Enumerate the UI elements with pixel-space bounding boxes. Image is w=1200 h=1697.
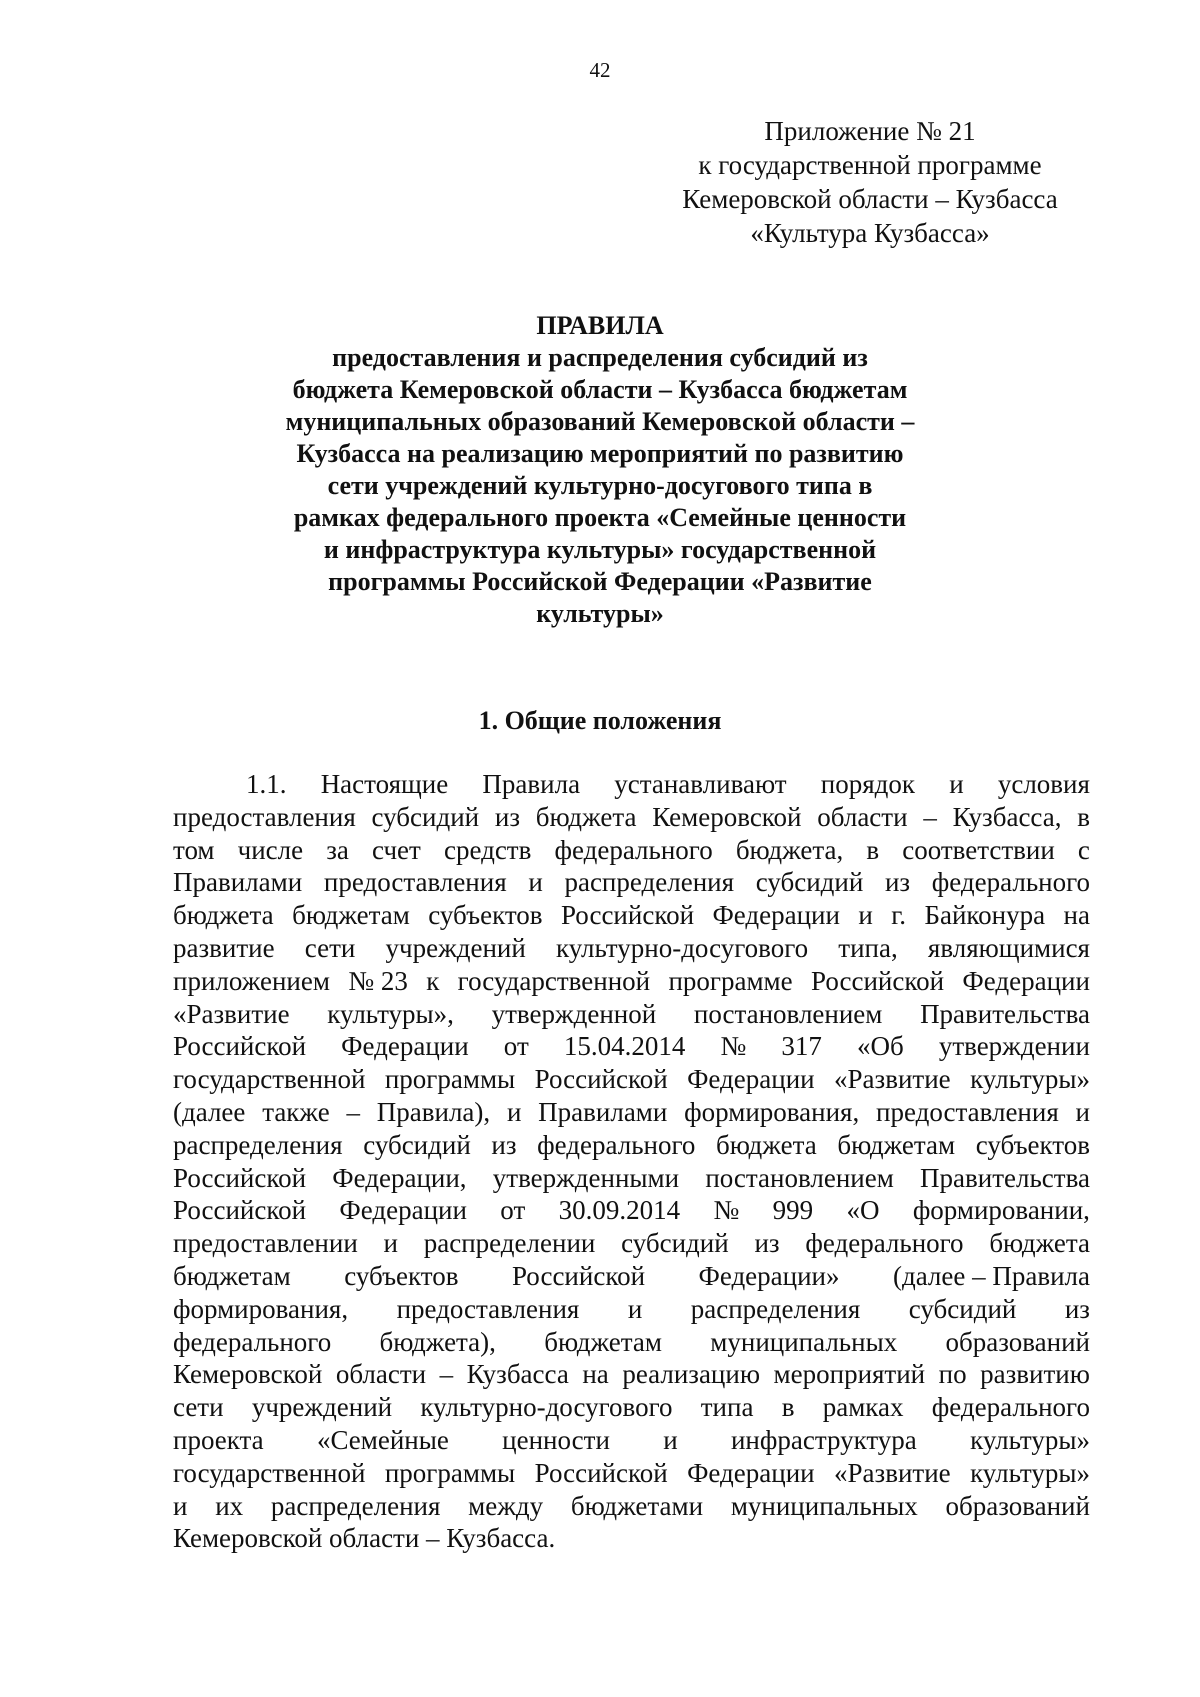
paragraph-word: субъектов bbox=[428, 900, 543, 931]
paragraph-word: Федерации» bbox=[698, 1260, 840, 1291]
paragraph-word: также bbox=[262, 1096, 330, 1127]
paragraph-word: Федерации bbox=[339, 1195, 467, 1226]
paragraph-word: и bbox=[949, 769, 964, 799]
paragraph-word: «Развитие bbox=[834, 1457, 951, 1488]
paragraph-word: муниципальных bbox=[730, 1490, 918, 1521]
paragraph-word: в bbox=[781, 1392, 795, 1423]
paragraph-line bbox=[173, 801, 1090, 834]
paragraph-word: (далее – Правила bbox=[892, 1260, 1090, 1291]
paragraph-word: счет bbox=[372, 834, 421, 865]
paragraph-line bbox=[173, 1129, 1090, 1162]
paragraph-word: распределении bbox=[423, 1228, 596, 1259]
title-line: программы Российской Федерации «Развитие bbox=[328, 567, 872, 596]
paragraph-word: культурно-досугового bbox=[556, 932, 809, 963]
paragraph-word: утвержденными bbox=[492, 1162, 680, 1193]
paragraph-word: в bbox=[1077, 801, 1090, 832]
paragraph-word: распределения bbox=[564, 867, 735, 898]
paragraph-word: являющимися bbox=[927, 932, 1090, 963]
paragraph-word: учреждений bbox=[385, 932, 526, 963]
paragraph-word: Правилами bbox=[538, 1096, 668, 1127]
paragraph-word: культуры» bbox=[970, 1064, 1090, 1095]
paragraph-word: Настоящие bbox=[320, 769, 449, 799]
paragraph-word: за bbox=[326, 834, 349, 865]
paragraph-word: программе bbox=[668, 965, 793, 996]
paragraph-word: Кузбасса bbox=[466, 1359, 569, 1390]
paragraph-line bbox=[173, 1260, 1090, 1293]
paragraph-word: государственной bbox=[173, 1457, 366, 1488]
paragraph-word: муниципальных bbox=[710, 1326, 898, 1357]
paragraph-word: Правила bbox=[482, 769, 581, 799]
paragraph-word: 15.04.2014 bbox=[563, 1031, 686, 1062]
paragraph-line bbox=[173, 965, 1090, 998]
appendix-line: Кемеровской области – Кузбасса bbox=[682, 184, 1058, 214]
paragraph-word: от bbox=[503, 1031, 529, 1062]
paragraph-word: 1.1. bbox=[246, 769, 287, 799]
paragraph-word: бюджетам bbox=[544, 1326, 662, 1357]
paragraph-word: учреждений bbox=[251, 1392, 393, 1423]
paragraph-word: государственной bbox=[173, 1064, 366, 1095]
paragraph-word: – bbox=[439, 1359, 454, 1390]
paragraph-word: сети bbox=[304, 932, 356, 963]
paragraph-word: по bbox=[938, 1359, 967, 1390]
paragraph-word: субсидий bbox=[621, 1228, 729, 1259]
paragraph-word: Правила), bbox=[376, 1096, 491, 1127]
paragraph-word: от bbox=[500, 1195, 526, 1226]
paragraph-word: Федерации bbox=[962, 965, 1090, 996]
paragraph-word: инфраструктура bbox=[730, 1424, 917, 1455]
paragraph-word: мероприятий bbox=[773, 1359, 926, 1390]
paragraph-word: федерального bbox=[931, 867, 1090, 898]
paragraph-word: Правительства bbox=[920, 998, 1090, 1029]
paragraph-word: предоставления bbox=[323, 867, 507, 898]
paragraph-word: из bbox=[494, 801, 520, 832]
paragraph-word: Кузбасса, bbox=[952, 801, 1062, 832]
paragraph-word: приложением bbox=[173, 965, 330, 996]
paragraph-word: Федерации bbox=[712, 900, 840, 931]
paragraph-word: 999 bbox=[772, 1195, 814, 1226]
page-number: 42 bbox=[589, 58, 611, 82]
paragraph-word: и bbox=[528, 867, 543, 898]
paragraph-word: бюджетами bbox=[570, 1490, 704, 1521]
paragraph-line bbox=[173, 768, 1090, 801]
paragraph-word: Федерации, bbox=[332, 1162, 467, 1193]
paragraph-word: г. bbox=[891, 900, 907, 931]
paragraph-word: средств bbox=[443, 834, 532, 865]
paragraph-word: федерального bbox=[173, 1326, 332, 1357]
paragraph-word: условия bbox=[997, 769, 1090, 799]
paragraph-word: «О bbox=[846, 1195, 880, 1226]
section-heading: 1. Общие положения bbox=[478, 706, 722, 735]
paragraph-word: и bbox=[506, 1096, 522, 1127]
paragraph-word: области bbox=[817, 801, 908, 832]
paragraph-word: предоставления bbox=[876, 1096, 1059, 1127]
paragraph-line bbox=[173, 1522, 1090, 1555]
paragraph-word: и bbox=[663, 1424, 678, 1455]
paragraph-word: бюджетам bbox=[837, 1129, 956, 1160]
paragraph-word: утвержденной bbox=[491, 998, 657, 1029]
paragraph-word: развитие bbox=[173, 932, 275, 963]
paragraph-word: – bbox=[923, 801, 937, 832]
paragraph-word: к bbox=[426, 965, 440, 996]
paragraph-word: бюджета bbox=[173, 900, 274, 931]
appendix-line: Приложение № 21 bbox=[764, 116, 976, 146]
title-line: муниципальных образований Кемеровской области – bbox=[285, 407, 915, 436]
appendix-note bbox=[640, 114, 1100, 250]
document-title bbox=[270, 310, 930, 630]
paragraph-word: Правительства bbox=[920, 1162, 1090, 1193]
paragraph-word: программы bbox=[384, 1457, 516, 1488]
paragraph-word: постановлением bbox=[693, 998, 883, 1029]
paragraph-word: из bbox=[754, 1228, 780, 1259]
title-line: рамках федерального проекта «Семейные ценности bbox=[293, 503, 907, 532]
paragraph-word: типа bbox=[700, 1392, 754, 1423]
title-line: Кузбасса на реализацию мероприятий по развитию bbox=[296, 439, 904, 468]
paragraph-word: субсидий bbox=[908, 1293, 1017, 1324]
paragraph-word: № bbox=[720, 1031, 747, 1062]
title-line: сети учреждений культурно-досугового типа в bbox=[327, 471, 873, 500]
paragraph-word: бюджета, bbox=[735, 834, 844, 865]
paragraph-word: 30.09.2014 bbox=[558, 1195, 681, 1226]
paragraph-word: Российской bbox=[173, 1031, 307, 1062]
paragraph-line bbox=[173, 1358, 1090, 1391]
paragraph-word: Федерации bbox=[341, 1031, 469, 1062]
paragraph-1-1 bbox=[173, 768, 1090, 1555]
paragraph-word: и bbox=[383, 1228, 398, 1259]
paragraph-word: сети bbox=[173, 1392, 224, 1423]
paragraph-word: на bbox=[582, 1359, 609, 1390]
paragraph-word: субъектов bbox=[975, 1129, 1090, 1160]
paragraph-word: государственной bbox=[457, 965, 651, 996]
paragraph-word: Федерации bbox=[687, 1064, 815, 1095]
paragraph-line bbox=[173, 1227, 1090, 1260]
paragraph-word: Российской bbox=[560, 900, 695, 931]
paragraph-line bbox=[173, 899, 1090, 932]
title-line: предоставления и распределения субсидий из bbox=[332, 343, 868, 372]
paragraph-word: распределения bbox=[173, 1129, 343, 1160]
paragraph-word: и bbox=[858, 900, 873, 931]
paragraph-word: из bbox=[491, 1129, 517, 1160]
paragraph-word: и bbox=[173, 1490, 188, 1521]
paragraph-word: предоставления bbox=[396, 1293, 580, 1324]
paragraph-word: Кемеровской области – Кузбасса. bbox=[173, 1523, 556, 1554]
paragraph-word: Российской bbox=[511, 1260, 646, 1291]
paragraph-line bbox=[173, 834, 1090, 867]
paragraph-word: распределения bbox=[690, 1293, 861, 1324]
paragraph-word: между bbox=[468, 1490, 544, 1521]
paragraph-word: «Семейные bbox=[316, 1424, 449, 1455]
paragraph-word: 317 bbox=[781, 1031, 822, 1062]
paragraph-line bbox=[173, 998, 1090, 1031]
paragraph-word: культурно-досугового bbox=[420, 1392, 673, 1423]
paragraph-word: из bbox=[884, 867, 911, 898]
paragraph-word: их bbox=[215, 1490, 244, 1521]
paragraph-word: культуры» bbox=[970, 1457, 1090, 1488]
paragraph-word: бюджетам bbox=[173, 1260, 291, 1291]
paragraph-word: устанавливают bbox=[614, 769, 787, 799]
paragraph-word: проекта bbox=[173, 1424, 264, 1455]
paragraph-line bbox=[173, 1162, 1090, 1195]
paragraph-word: бюджета bbox=[535, 801, 637, 832]
paragraph-word: соответствии bbox=[902, 834, 1055, 865]
paragraph-word: в bbox=[866, 834, 880, 865]
paragraph-line bbox=[173, 1030, 1090, 1063]
paragraph-word: № bbox=[713, 1195, 740, 1226]
paragraph-word: бюджета bbox=[716, 1129, 817, 1160]
paragraph-word: образований bbox=[945, 1326, 1090, 1357]
paragraph-word: федерального bbox=[931, 1392, 1090, 1423]
paragraph-word: утверждении bbox=[938, 1031, 1090, 1062]
paragraph-word: ценности bbox=[502, 1424, 610, 1455]
title-line: культуры» bbox=[536, 599, 664, 628]
paragraph-word: Российской bbox=[811, 965, 945, 996]
paragraph-word: распределения bbox=[270, 1490, 441, 1521]
paragraph-word: субсидий bbox=[371, 801, 480, 832]
paragraph-word: бюджета bbox=[989, 1228, 1090, 1259]
paragraph-word: культуры», bbox=[327, 998, 454, 1029]
title-line: и инфраструктура культуры» государственной bbox=[323, 535, 877, 564]
paragraph-word: Кемеровской bbox=[173, 1359, 323, 1390]
paragraph-word: и bbox=[1075, 1096, 1090, 1127]
paragraph-line bbox=[173, 932, 1090, 965]
appendix-line: к государственной программе bbox=[698, 150, 1042, 180]
paragraph-word: федерального bbox=[554, 834, 713, 865]
paragraph-line bbox=[173, 1424, 1090, 1457]
paragraph-line bbox=[173, 866, 1090, 899]
paragraph-word: субсидий bbox=[755, 867, 864, 898]
paragraph-word: Кемеровской bbox=[652, 801, 802, 832]
paragraph-word: программы bbox=[384, 1064, 516, 1095]
paragraph-line bbox=[173, 1293, 1090, 1326]
paragraph-word: и bbox=[627, 1293, 643, 1324]
paragraph-word: – bbox=[346, 1096, 360, 1127]
paragraph-word: № 23 bbox=[348, 965, 408, 996]
paragraph-word: «Развитие bbox=[834, 1064, 951, 1095]
paragraph-line bbox=[173, 1096, 1090, 1129]
paragraph-word: федерального bbox=[537, 1129, 696, 1160]
paragraph-word: формирования, bbox=[173, 1293, 349, 1324]
paragraph-word: (далее bbox=[173, 1096, 246, 1127]
paragraph-word: формировании, bbox=[912, 1195, 1090, 1226]
paragraph-word: бюджета), bbox=[379, 1326, 496, 1357]
paragraph-word: том bbox=[173, 834, 215, 865]
paragraph-word: Российской bbox=[173, 1162, 307, 1193]
paragraph-word: Байконура bbox=[924, 900, 1046, 931]
title-heading: ПРАВИЛА bbox=[536, 311, 664, 340]
paragraph-word: «Об bbox=[856, 1031, 904, 1062]
paragraph-word: предоставлении bbox=[173, 1228, 358, 1259]
paragraph-word: формирования, bbox=[684, 1096, 860, 1127]
paragraph-line bbox=[173, 1194, 1090, 1227]
paragraph-word: культуры» bbox=[970, 1424, 1090, 1455]
paragraph-word: федерального bbox=[805, 1228, 964, 1259]
paragraph-line bbox=[173, 1391, 1090, 1424]
paragraph-word: порядок bbox=[820, 769, 916, 799]
paragraph-word: бюджетам bbox=[292, 900, 410, 931]
paragraph-word: реализацию bbox=[622, 1359, 761, 1390]
title-line: бюджета Кемеровской области – Кузбасса бюджетам bbox=[292, 375, 908, 404]
paragraph-word: Российской bbox=[534, 1064, 668, 1095]
paragraph-word: из bbox=[1064, 1293, 1090, 1324]
appendix-line: «Культура Кузбасса» bbox=[750, 218, 990, 248]
paragraph-word: рамках bbox=[822, 1392, 904, 1423]
paragraph-line bbox=[173, 1063, 1090, 1096]
paragraph-word: на bbox=[1063, 900, 1090, 931]
paragraph-word: числе bbox=[237, 834, 304, 865]
paragraph-word: с bbox=[1077, 834, 1090, 865]
paragraph-line bbox=[173, 1326, 1090, 1359]
paragraph-line bbox=[173, 1490, 1090, 1523]
paragraph-word: Российской bbox=[173, 1195, 307, 1226]
paragraph-word: Правилами bbox=[173, 867, 303, 898]
paragraph-word: предоставления bbox=[173, 801, 356, 832]
paragraph-word: Федерации bbox=[687, 1457, 815, 1488]
paragraph-word: образований bbox=[945, 1490, 1090, 1521]
paragraph-line bbox=[173, 1457, 1090, 1490]
paragraph-word: «Развитие bbox=[173, 998, 290, 1029]
paragraph-word: постановлением bbox=[705, 1162, 894, 1193]
paragraph-word: субсидий bbox=[363, 1129, 471, 1160]
paragraph-word: развитию bbox=[980, 1359, 1090, 1390]
paragraph-word: субъектов bbox=[344, 1260, 459, 1291]
paragraph-word: типа, bbox=[838, 932, 898, 963]
paragraph-word: области bbox=[335, 1359, 427, 1390]
paragraph-word: Российской bbox=[534, 1457, 668, 1488]
